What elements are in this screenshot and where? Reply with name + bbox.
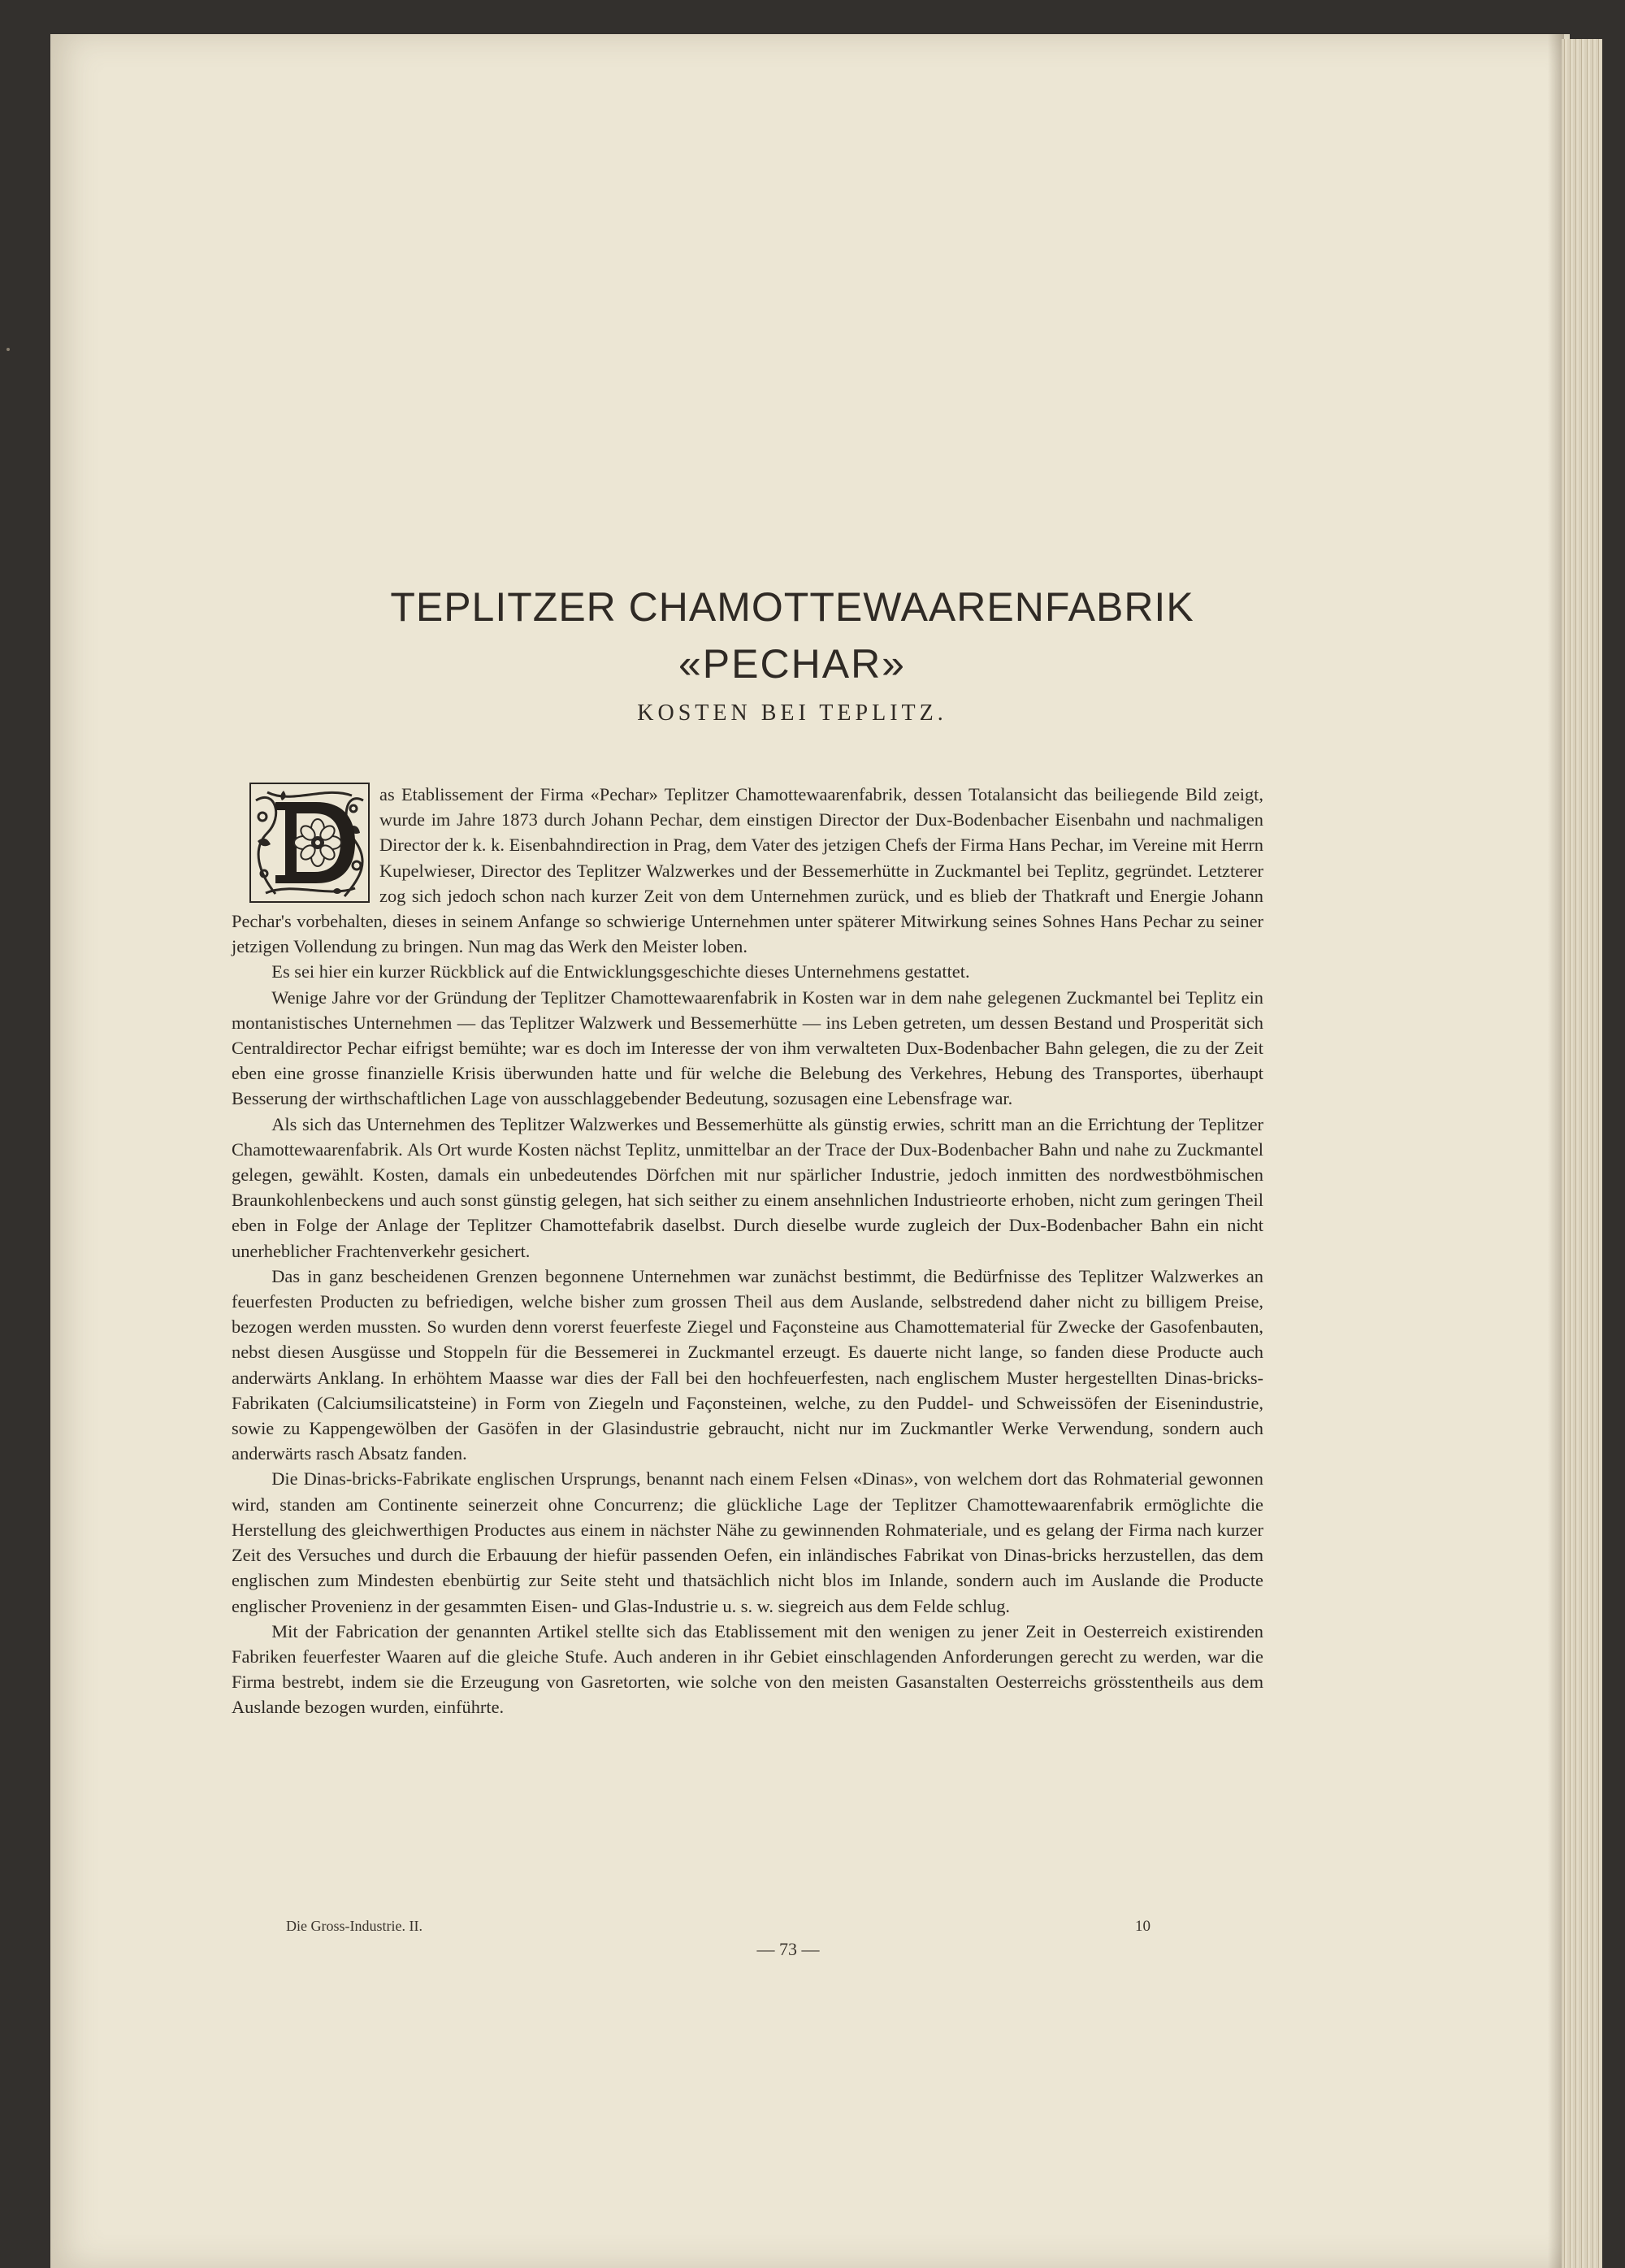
paragraph-2: Es sei hier ein kurzer Rückblick auf die Entwicklungsgeschichte dieses Unternehmens gestattet. (271, 961, 970, 982)
page-number: — 73 — (756, 1939, 820, 1959)
stacked-page-edges (1562, 39, 1602, 2268)
margin-speck (6, 348, 10, 351)
footer-series-title: Die Gross-Industrie. II. (286, 1918, 422, 1934)
paragraph-5: Das in ganz bescheidenen Grenzen begonnene Unternehmen war zunächst bestimmt, die Bedürfnisse des Teplitzer Walzwerkes an feuerfesten Producten zu befriedigen, welche bisher zum grossen Theil aus dem Auslande, selbstredend daher nicht zu billigem Preise, bezogen werden mussten. So wurden denn vorerst feuerfeste Ziegel und Façonsteine aus Chamottematerial für Zwecke der Gasofenbauten, nebst diesen Ausgüsse und Stoppeln für die Bessemerei in Zuckmantel erzeugt. Es dauerte nicht lange, so fanden diese Producte auch anderwärts Anklang. In erhöhtem Maasse war dies der Fall bei den hochfeuerfesten, nach englischem Muster hergestellten Dinas-bricks-Fabrikaten (Calciumsilicatsteine) in Form von Ziegeln und Façonsteinen, welche, zu den Puddel- und Schweissöfen der Eisenindustrie, sowie zu Kappengewölben der Gasöfen in der Glasindustrie gebraucht, nicht nur im Zuckmantler Werke Verwendung, sondern auch anderwärts rasch Absatz fanden. (232, 1265, 1263, 1464)
paragraph-1 (232, 782, 1263, 959)
paragraph-1-text: as Etablissement der Firma «Pechar» Teplitzer Chamottewaarenfabrik, dessen Totalansicht das beiliegende Bild zeigt, wurde im Jahre 1873 durch Johann Pechar, dem einstigen Director der Dux-Bodenbacher Eisenbahn und nachmaligen Director der k. k. Eisenbahndirection in Prag, dem Vater des jetzigen Chefs der Firma Hans Pechar, im Vereine mit Herrn Kupelwieser, Director des Teplitzer Walzwerkes und der Bessemerhütte in Zuckmantel bei Teplitz, gegründet. Letzterer zog sich jedoch schon nach kurzer Zeit von dem Unternehmen zurück, und es blieb der Thatkraft und Energie Johann Pechar's vorbehalten, dieses in seinem Anfange so schwierige Unternehmen unter späterer Mitwirkung seines Sohnes Hans Pechar zu seiner jetzigen Vollendung zu bringen. Nun mag das Werk den Meister loben. (232, 784, 1263, 957)
paragraph-7: Mit der Fabrication der genannten Artikel stellte sich das Etablissement mit den wenigen zu jener Zeit in Oesterreich existirenden Fabriken feuerfester Waaren auf die gleiche Stufe. Auch anderen in ihr Gebiet einschlagenden Anforderungen gerecht zu werden, war die Firma bestrebt, indem sie die Erzeugung von Gasretorten, wie solche von den meisten Gasanstalten Oesterreichs grösstentheils aus dem Auslande bezogen wurden, einführte. (232, 1620, 1263, 1718)
paragraph-6: Die Dinas-bricks-Fabrikate englischen Ursprungs, benannt nach einem Felsen «Dinas», von welchem dort das Rohmaterial gewonnen wird, standen am Continente seinerzeit ohne Concurrenz; die glückliche Lage der Teplitzer Chamottewaarenfabrik ermöglichte die Herstellung des gleichwerthigen Productes aus einem in nächster Nähe zu gewinnenden Rohmateriale, und es gelang der Firma nach kurzer Zeit des Versuches und durch die Erbauung der hiefür passenden Oefen, ein inländisches Fabrikat von Dinas-bricks herzustellen, das dem englischen zum Mindesten ebenbürtig zur Seite steht und thatsächlich nicht blos im Inlande, sondern auch im Auslande die Producte englischer Provenienz in der gesammten Eisen- und Glas-Industrie u. s. w. siegreich aus dem Felde schlug. (232, 1468, 1263, 1616)
title-line-2: «PECHAR» (678, 641, 906, 687)
paragraph-4: Als sich das Unternehmen des Teplitzer Walzwerkes und Bessemerhütte als günstig erwies, schritt man an die Errichtung der Teplitzer Chamottewaarenfabrik. Als Ort wurde Kosten nächst Teplitz, unmittelbar an der Trace der Dux-Bodenbacher Bahn und nahe zu Zuckmantel gelegen, gewählt. Kosten, damals ein unbedeutendes Dörfchen mit nur spärlicher Industrie, jedoch inmitten des nordwestböhmischen Braunkohlenbeckens und auch sonst günstig gelegen, hat sich seither zu einem ansehnlichen Industrieorte erhoben, nicht zum geringen Theil eben in Folge der Anlage der Teplitzer Chamottefabrik daselbst. Durch dieselbe wurde zugleich der Dux-Bodenbacher Bahn ein nicht unerheblicher Frachtenverkehr gesichert. (232, 1113, 1263, 1261)
title-line-1: TEPLITZER CHAMOTTEWAARENFABRIK (390, 584, 1194, 630)
paragraph-3: Wenige Jahre vor der Gründung der Teplitzer Chamottewaarenfabrik in Kosten war in dem nahe gelegenen Zuckmantel bei Teplitz ein montanistisches Unternehmen — das Teplitzer Walzwerk und Bessemerhütte — ins Leben getreten, um dessen Bestand und Prosperität sich Centraldirector Pechar eifrigst bemühte; war es doch im Interesse der von ihm verwalteten Dux-Bodenbacher Bahn gelegen, die zu der Zeit eben eine grosse finanzielle Krisis überwunden hatte und für welche die Belebung des Verkehres, Hebung des Transportes, überhaupt Besserung der wirthschaftlichen Lage von ausschlaggebender Bedeutung, sozusagen eine Lebensfrage war. (232, 987, 1263, 1109)
article-body (232, 782, 1263, 1720)
subtitle-location: KOSTEN BEI TEPLITZ. (637, 700, 947, 726)
footer-signature-number: 10 (1135, 1918, 1150, 1935)
drop-cap-spacer (232, 782, 379, 905)
